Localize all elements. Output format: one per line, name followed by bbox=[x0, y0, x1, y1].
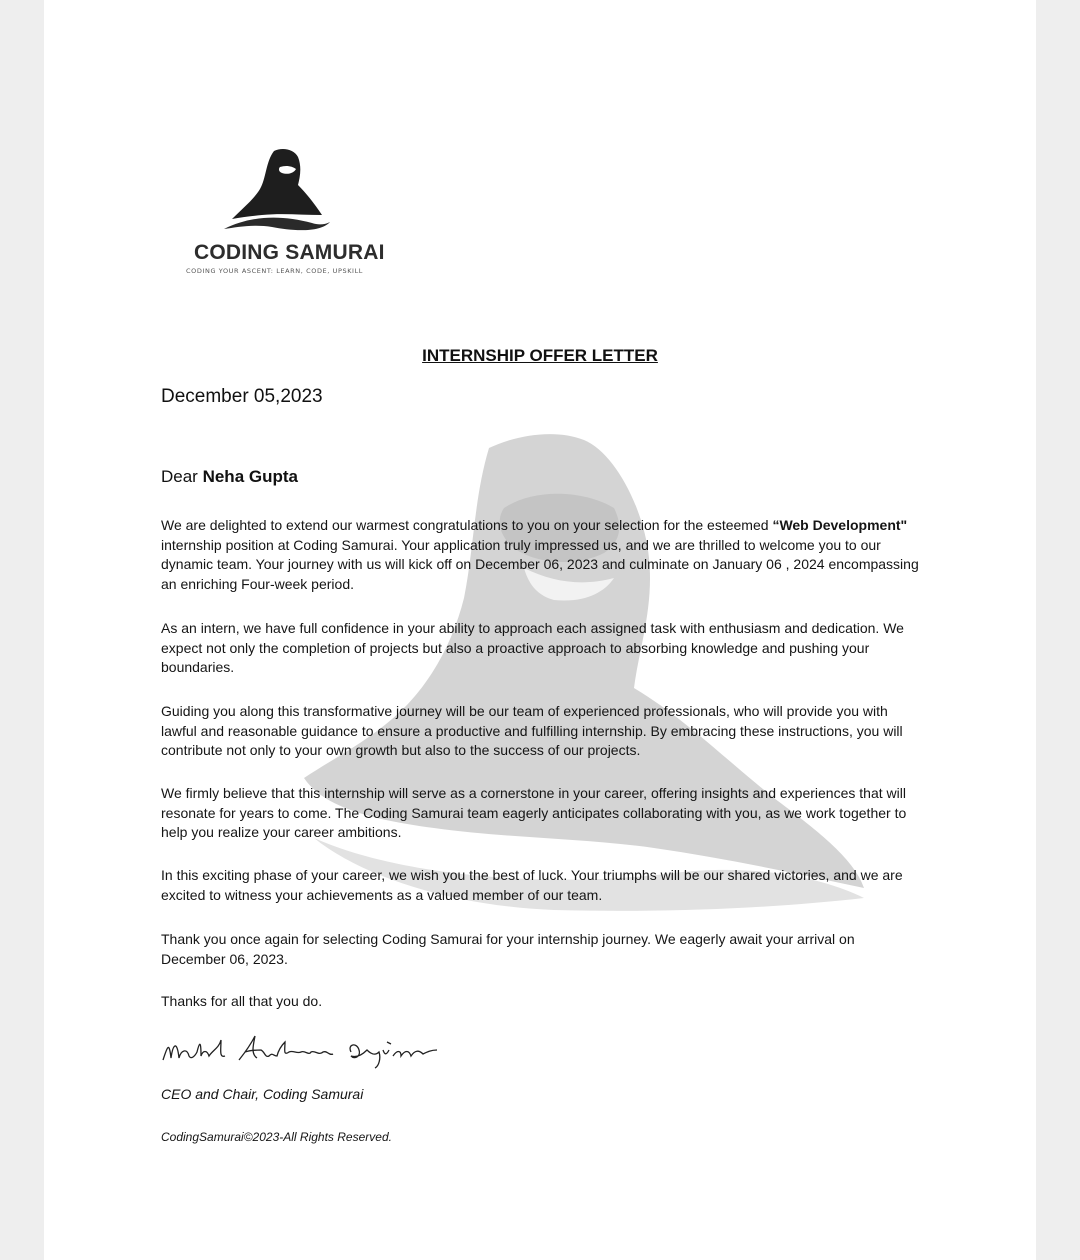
closing-thanks: Thanks for all that you do. bbox=[161, 993, 323, 1009]
paragraph-congratulations bbox=[161, 516, 921, 594]
letter-date: December 05,2023 bbox=[161, 386, 323, 407]
paragraph-1-part-2: internship position at Coding Samurai. Your application truly impressed us, and we are thrilled to welcome you to our dynamic team. Your journey with us will kick off on December 06, 2023 and culminate on January 06 , 2024 encompassing an enriching Four-week period. bbox=[161, 536, 919, 592]
paragraph-cornerstone: We firmly believe that this internship will serve as a cornerstone in your career, offering insights and experiences that will resonate for years to come. The Coding Samurai team eagerly anticipates collaborating with you, as we work together to help you realize your career ambitions. bbox=[161, 785, 907, 840]
handwritten-signature bbox=[161, 1030, 441, 1070]
company-tagline: CODING YOUR ASCENT: LEARN, CODE, UPSKILL bbox=[186, 267, 364, 275]
letter-title: INTERNSHIP OFFER LETTER bbox=[422, 346, 658, 365]
letter-page bbox=[44, 0, 1036, 1260]
paragraph-expectations: As an intern, we have full confidence in your ability to approach each assigned task with enthusiasm and dedication. We expect not only the completion of projects but also a proactive approach to absorbing knowledge and pushing your boundaries. bbox=[161, 620, 904, 675]
paragraph-guidance: Guiding you along this transformative journey will be our team of experienced professionals, who will provide you with lawful and reasonable guidance to ensure a productive and fulfilling internship. By embracing these instructions, you will contribute not only to your own growth but also to the success of our projects. bbox=[161, 703, 903, 758]
paragraph-thank-you: Thank you once again for selecting Coding Samurai for your internship journey. We eagerly await your arrival on December 06, 2023. bbox=[161, 931, 855, 967]
paragraph-1-part-1: We are delighted to extend our warmest congratulations to you on your selection for the esteemed bbox=[161, 517, 773, 533]
samurai-logo-icon bbox=[222, 145, 332, 235]
recipient-name: Neha Gupta bbox=[202, 467, 298, 486]
salutation-prefix: Dear bbox=[161, 467, 203, 486]
company-logo bbox=[182, 145, 385, 285]
salutation bbox=[161, 467, 298, 487]
company-name: CODING SAMURAI bbox=[194, 241, 385, 264]
paragraph-best-wishes: In this exciting phase of your career, we wish you the best of luck. Your triumphs will be our shared victories, and we are excited to witness your achievements as a valued member of our team. bbox=[161, 867, 903, 903]
signatory-role: CEO and Chair, Coding Samurai bbox=[161, 1086, 364, 1102]
internship-role: “Web Development" bbox=[772, 517, 908, 533]
copyright-footer: CodingSamurai©2023-All Rights Reserved. bbox=[161, 1130, 392, 1144]
